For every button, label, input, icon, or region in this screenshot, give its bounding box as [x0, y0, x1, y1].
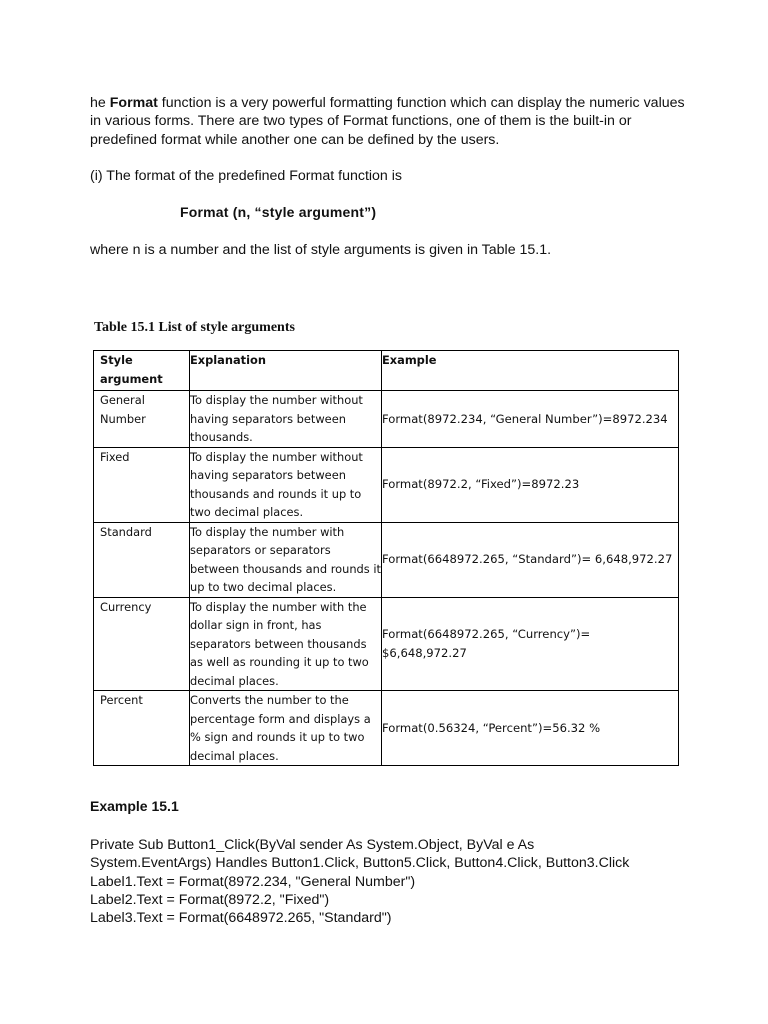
header-style-argument: Style argument [94, 351, 190, 391]
example-cell: Format(6648972.265, “Standard”)= 6,648,972.27 [382, 522, 679, 597]
format-syntax: Format (n, “style argument”) [180, 204, 377, 220]
code-line: Private Sub Button1_Click(ByVal sender As System.Object, ByVal e As [90, 837, 535, 853]
explanation-cell: To display the number with the dollar sign in front, has separators between thousands as well as rounding it up to two decimal places. [190, 597, 382, 691]
style-cell: Standard [94, 522, 190, 597]
intro-rest: function is a very powerful formatting function which can display the numeric values in various forms. There are two types of Format functions, one of them is the built-in or predefined format while another one can be defined by the users. [90, 95, 685, 148]
table-row [94, 522, 679, 597]
style-cell: Fixed [94, 447, 190, 522]
example-heading: Example 15.1 [90, 798, 179, 814]
example-cell: Format(8972.234, “General Number”)=8972.234 [382, 391, 679, 448]
style-arguments-table [93, 350, 679, 766]
table-row [94, 391, 679, 448]
code-line: System.EventArgs) Handles Button1.Click, Button5.Click, Button4.Click, Button3.Click [90, 855, 630, 872]
table-header-row [94, 351, 679, 391]
explanation-cell: To display the number without having separators between thousands. [190, 391, 382, 448]
code-line: Label3.Text = Format(6648972.265, "Standard") [90, 910, 392, 927]
code-block [90, 836, 710, 927]
table-caption: Table 15.1 List of style arguments [94, 320, 295, 335]
explanation-cell: To display the number without having separators between thousands and rounds it up to two decimal places. [190, 447, 382, 522]
style-cell: Currency [94, 597, 190, 691]
example-cell: Format(8972.2, “Fixed”)=8972.23 [382, 447, 679, 522]
where-line: where n is a number and the list of style arguments is given in Table 15.1. [90, 242, 552, 258]
table-row [94, 597, 679, 691]
code-line: Label1.Text = Format(8972.234, "General Number") [90, 873, 416, 890]
intro-bold-word: Format [109, 95, 158, 111]
intro-paragraph [90, 94, 690, 149]
table-row [94, 447, 679, 522]
example-cell: Format(6648972.265, “Currency”)= $6,648,972.27 [382, 597, 679, 691]
table-row [94, 691, 679, 766]
predefined-format-line: (i) The format of the predefined Format function is [90, 168, 403, 184]
explanation-cell: Converts the number to the percentage form and displays a % sign and rounds it up to two decimal places. [190, 691, 382, 766]
style-cell: Percent [94, 691, 190, 766]
header-explanation: Explanation [190, 351, 382, 391]
style-cell: General Number [94, 391, 190, 448]
code-line: Label2.Text = Format(8972.2, "Fixed") [90, 891, 330, 908]
example-cell: Format(0.56324, “Percent”)=56.32 % [382, 691, 679, 766]
intro-prefix: he [90, 95, 110, 111]
header-example: Example [382, 351, 679, 391]
explanation-cell: To display the number with separators or separators between thousands and rounds it up to two decimal places. [190, 522, 382, 597]
